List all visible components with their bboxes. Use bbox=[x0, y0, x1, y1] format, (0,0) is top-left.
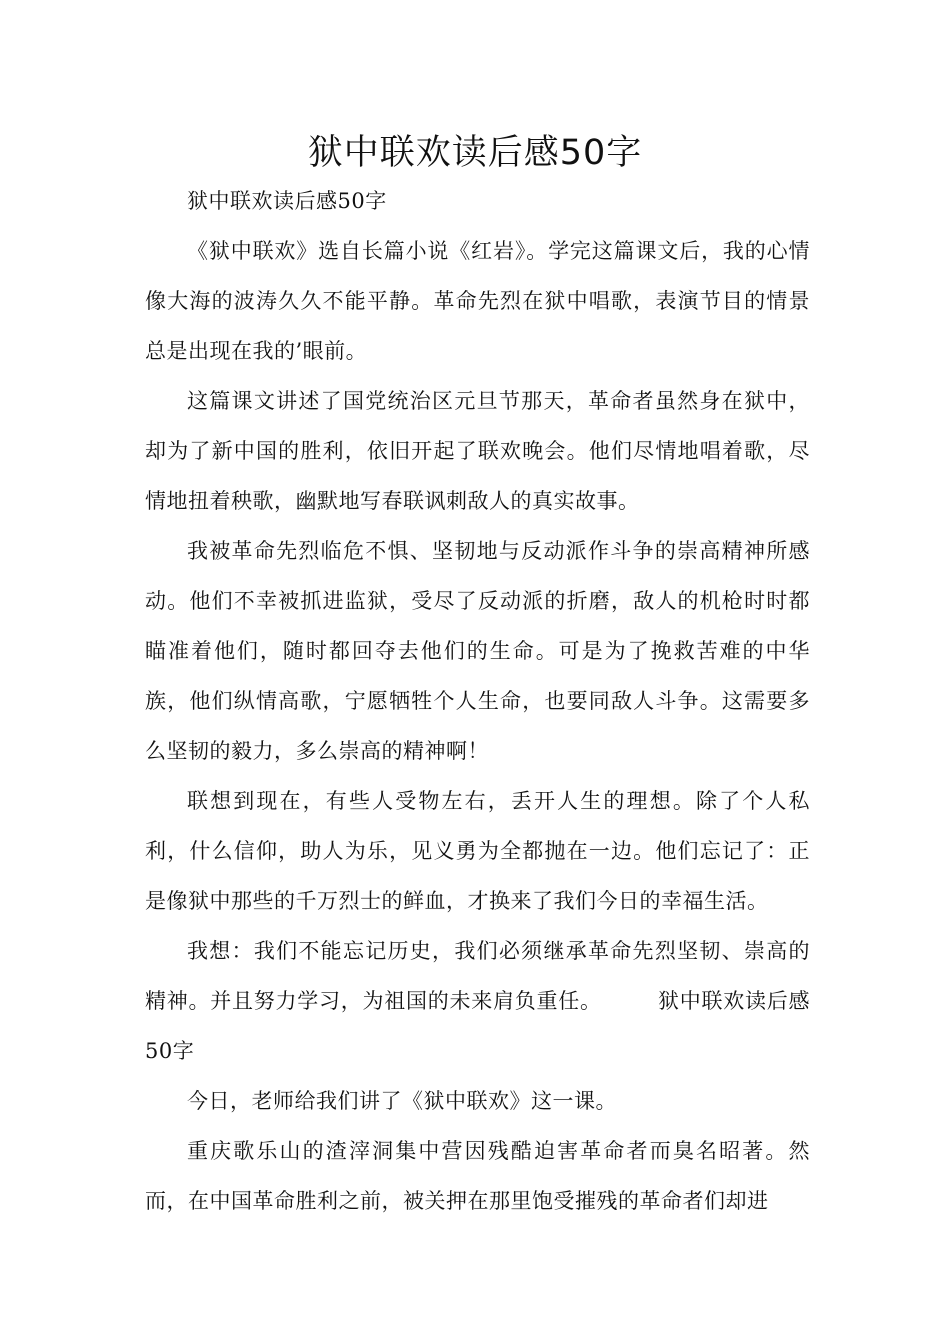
paragraph-5-text: 我想：我们不能忘记历史，我们必须继承革命先烈坚韧、崇高的精神。并且努力学习，为祖国的未来肩负重任。 bbox=[145, 939, 810, 1013]
paragraph-subtitle: 狱中联欢读后感50字 bbox=[187, 189, 387, 213]
paragraph-5 bbox=[145, 926, 810, 1076]
paragraph-2: 这篇课文讲述了国党统治区元旦节那天，革命者虽然身在狱中，却为了新中国的胜利，依旧开起了联欢晚会。他们尽情地唱着歌，尽情地扭着秧歌，幽默地写春联讽刺敌人的真实故事。 bbox=[145, 389, 810, 513]
document-title: 狱中联欢读后感50字 bbox=[307, 133, 643, 173]
paragraph-1: 《狱中联欢》选自长篇小说《红岩》。学完这篇课文后，我的心情像大海的波涛久久不能平静。革命先烈在狱中唱歌，表演节目的情景总是出现在我的’眼前。 bbox=[145, 239, 810, 363]
paragraph-4: 联想到现在，有些人受物左右，丢开人生的理想。除了个人私利，什么信仰，助人为乐，见义勇为全都抛在一边。他们忘记了：正是像狱中那些的千万烈士的鲜血，才换来了我们今日的幸福生活。 bbox=[145, 789, 810, 913]
paragraph-3: 我被革命先烈临危不惧、坚韧地与反动派作斗争的崇高精神所感动。他们不幸被抓进监狱，受尽了反动派的折磨，敌人的机枪时时都瞄准着他们，随时都回夺去他们的生命。可是为了挽救苦难的中华族，他们纵情高歌，宁愿牺牲个人生命，也要同敌人斗争。这需要多么坚韧的毅力，多么崇高的精神啊！ bbox=[145, 539, 810, 763]
paragraph-5-heading: 狱中联欢读后感50字 bbox=[145, 989, 810, 1063]
paragraph-7: 重庆歌乐山的渣滓洞集中营因残酷迫害革命者而臭名昭著。然而，在中国革命胜利之前，被关押在那里饱受摧残的革命者们却进 bbox=[145, 1139, 810, 1213]
paragraph-6: 今日，老师给我们讲了《狱中联欢》这一课。 bbox=[187, 1089, 617, 1113]
document-body bbox=[145, 176, 810, 1226]
